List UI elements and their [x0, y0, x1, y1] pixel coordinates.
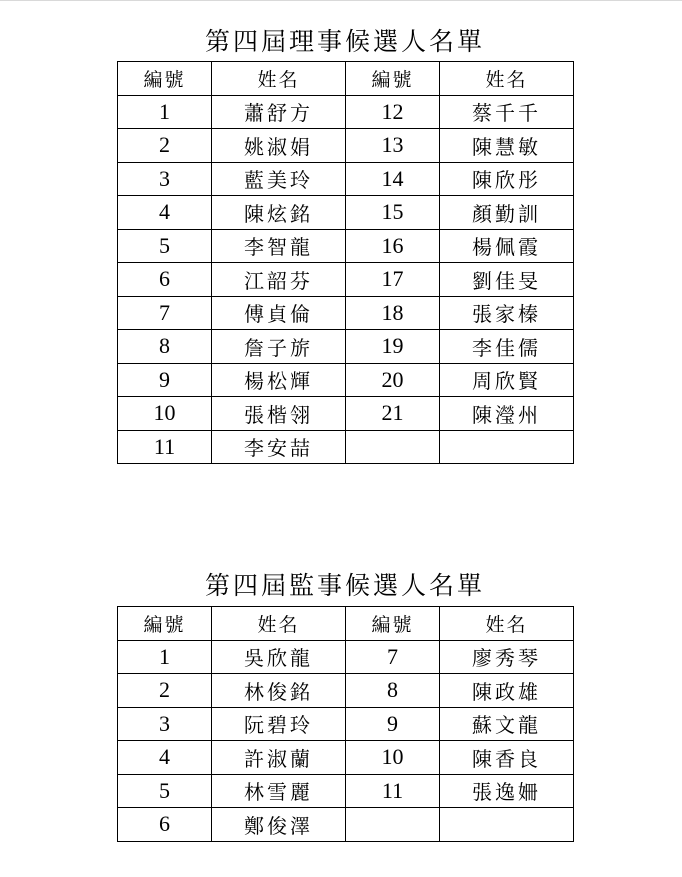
supervisor-candidates-table: [117, 606, 574, 842]
table-row: [118, 430, 574, 464]
candidate-number: 17: [346, 263, 440, 297]
candidate-name: 張楷翎: [212, 397, 346, 431]
table-row: [118, 397, 574, 431]
candidate-number: 16: [346, 229, 440, 263]
candidate-number: 6: [118, 808, 212, 842]
header-name: 姓名: [440, 607, 574, 641]
candidate-number: 15: [346, 196, 440, 230]
candidate-name: 張家榛: [440, 296, 574, 330]
board-candidates-title: 第四屆理事候選人名單: [204, 27, 485, 56]
candidate-number: 7: [346, 640, 440, 674]
table-row: [118, 129, 574, 163]
header-number: 編號: [118, 62, 212, 96]
candidate-number: 11: [346, 774, 440, 808]
candidate-number: 2: [118, 674, 212, 708]
candidate-number: 1: [118, 95, 212, 129]
table-row: [118, 808, 574, 842]
candidate-name: [440, 430, 574, 464]
candidate-number: 3: [118, 162, 212, 196]
candidate-number: 20: [346, 363, 440, 397]
candidate-name: 藍美玲: [212, 162, 346, 196]
candidate-name: 許淑蘭: [212, 741, 346, 775]
candidate-number: 9: [118, 363, 212, 397]
candidate-name: 姚淑娟: [212, 129, 346, 163]
candidate-number: 10: [118, 397, 212, 431]
top-divider: [0, 0, 682, 1]
table-row: [118, 229, 574, 263]
candidate-name: 李智龍: [212, 229, 346, 263]
candidate-number: 6: [118, 263, 212, 297]
candidate-name: 傅貞倫: [212, 296, 346, 330]
header-name: 姓名: [212, 62, 346, 96]
table-row: [118, 263, 574, 297]
candidate-name: 顏勤訓: [440, 196, 574, 230]
candidate-name: 楊佩霞: [440, 229, 574, 263]
candidate-name: 廖秀琴: [440, 640, 574, 674]
candidate-name: 蔡千千: [440, 95, 574, 129]
candidate-name: [440, 808, 574, 842]
candidate-name: 林俊銘: [212, 674, 346, 708]
candidate-number: 3: [118, 707, 212, 741]
table-header-row: [118, 607, 574, 641]
table-row: [118, 640, 574, 674]
candidate-number: 4: [118, 196, 212, 230]
candidate-number: 21: [346, 397, 440, 431]
supervisor-candidates-title: 第四屆監事候選人名單: [204, 571, 485, 600]
candidate-number: 13: [346, 129, 440, 163]
candidate-name: 張逸姍: [440, 774, 574, 808]
candidate-number: 4: [118, 741, 212, 775]
candidate-name: 蕭舒方: [212, 95, 346, 129]
candidate-number: 18: [346, 296, 440, 330]
candidate-number: [346, 808, 440, 842]
header-number: 編號: [118, 607, 212, 641]
table-row: [118, 774, 574, 808]
header-number: 編號: [346, 607, 440, 641]
board-candidates-table: [117, 61, 574, 464]
candidate-number: 5: [118, 774, 212, 808]
table-row: [118, 707, 574, 741]
candidate-number: 8: [118, 330, 212, 364]
candidate-name: 林雪麗: [212, 774, 346, 808]
candidate-name: 詹子旂: [212, 330, 346, 364]
candidate-name: 江韶芬: [212, 263, 346, 297]
table-row: [118, 196, 574, 230]
table-row: [118, 95, 574, 129]
candidate-name: 阮碧玲: [212, 707, 346, 741]
candidate-number: 8: [346, 674, 440, 708]
table-row: [118, 741, 574, 775]
candidate-name: 陳慧敏: [440, 129, 574, 163]
table-row: [118, 296, 574, 330]
table-row: [118, 674, 574, 708]
table-header-row: [118, 62, 574, 96]
candidate-number: 9: [346, 707, 440, 741]
candidate-number: 14: [346, 162, 440, 196]
candidate-number: 7: [118, 296, 212, 330]
candidate-number: 5: [118, 229, 212, 263]
candidate-name: 李佳儒: [440, 330, 574, 364]
candidate-name: 周欣賢: [440, 363, 574, 397]
candidate-number: 1: [118, 640, 212, 674]
header-name: 姓名: [212, 607, 346, 641]
candidate-name: 陳香良: [440, 741, 574, 775]
header-number: 編號: [346, 62, 440, 96]
table-row: [118, 330, 574, 364]
candidate-number: 10: [346, 741, 440, 775]
candidate-name: 陳欣彤: [440, 162, 574, 196]
candidate-number: 11: [118, 430, 212, 464]
candidate-name: 陳瀅州: [440, 397, 574, 431]
table-row: [118, 162, 574, 196]
candidate-number: 19: [346, 330, 440, 364]
candidate-number: 12: [346, 95, 440, 129]
candidate-name: 李安喆: [212, 430, 346, 464]
candidate-name: 蘇文龍: [440, 707, 574, 741]
header-name: 姓名: [440, 62, 574, 96]
candidate-name: 劉佳旻: [440, 263, 574, 297]
candidate-name: 楊松輝: [212, 363, 346, 397]
candidate-name: 鄭俊澤: [212, 808, 346, 842]
candidate-number: 2: [118, 129, 212, 163]
candidate-number: [346, 430, 440, 464]
table-row: [118, 363, 574, 397]
candidate-name: 吳欣龍: [212, 640, 346, 674]
candidate-name: 陳政雄: [440, 674, 574, 708]
candidate-name: 陳炫銘: [212, 196, 346, 230]
